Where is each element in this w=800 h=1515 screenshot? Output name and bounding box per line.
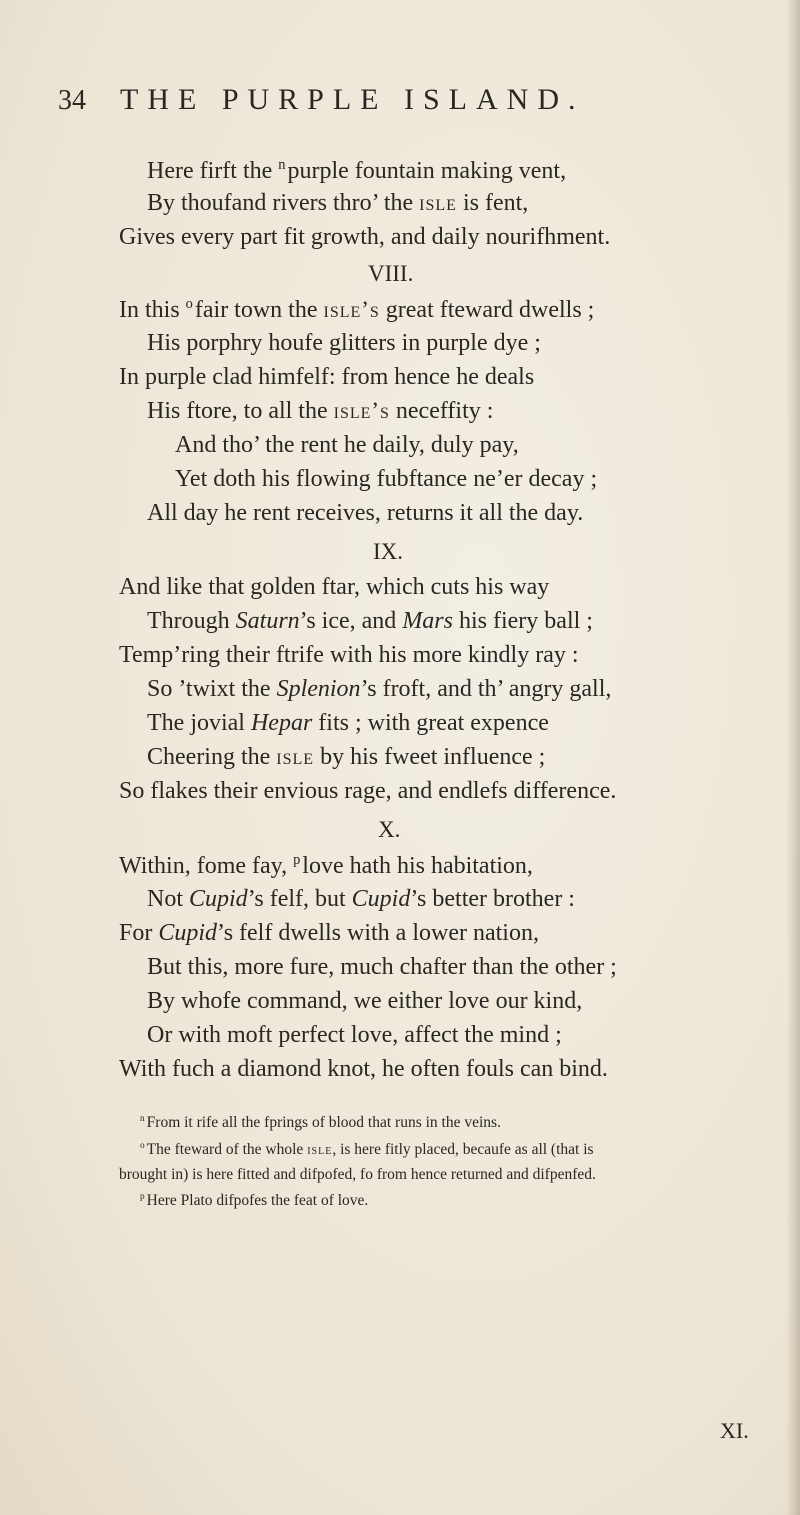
- verse-line: And like that golden ftar, which cuts his way: [119, 574, 550, 600]
- verse-line: In this $^o$fair town the isle’s great fteward dwells ;: [119, 296, 595, 323]
- verse-line: But this, more fure, much chafter than the other ;: [147, 954, 617, 980]
- footnote-o-continued: brought in) is here fitted and difpofed, fo from hence returned and difpenfed.: [119, 1166, 596, 1183]
- verse-line: Gives every part fit growth, and daily nourifhment.: [119, 224, 611, 250]
- verse-line: Cheering the isle by his fweet influence ;: [147, 744, 546, 770]
- stanza-number-ix: IX.: [373, 539, 404, 564]
- verse-line: For Cupid’s felf dwells with a lower nation,: [119, 920, 539, 946]
- page-edge-shadow: [786, 0, 800, 1515]
- note-mark-n: n: [278, 157, 286, 173]
- verse-line: His porphry houfe glitters in purple dye ;: [147, 330, 541, 356]
- verse-line: So flakes their envious rage, and endlefs difference.: [119, 778, 617, 804]
- stanza-number-x: X.: [378, 817, 401, 842]
- note-mark-o: o: [185, 296, 193, 312]
- verse-line: Temp’ring their ftrife with his more kindly ray :: [119, 642, 579, 668]
- verse-line: Not Cupid’s felf, but Cupid’s better brother :: [147, 886, 575, 912]
- verse-line: All day he rent receives, returns it all the day.: [147, 500, 584, 526]
- verse-line: Or with moft perfect love, affect the mind ;: [147, 1022, 562, 1048]
- note-mark-p: p: [293, 852, 301, 868]
- catchword: XI.: [720, 1418, 749, 1443]
- verse-line: And tho’ the rent he daily, duly pay,: [175, 432, 519, 458]
- verse-line: By thoufand rivers thro’ the isle is fent,: [147, 190, 529, 216]
- verse-line: So ’twixt the Splenion’s froft, and th’ angry gall,: [147, 676, 612, 702]
- verse-line: The jovial Hepar fits ; with great expence: [147, 710, 549, 736]
- verse-line: Within, fome fay, $^p$love hath his habitation,: [119, 852, 533, 879]
- footnote-o: $^o$ The fteward of the whole isle, is here fitly placed, becaufe as all (that is: [140, 1141, 594, 1159]
- verse-line: Here firft the $^n$purple fountain making vent,: [147, 157, 567, 184]
- verse-line: By whofe command, we either love our kind,: [147, 988, 583, 1014]
- verse-line: Yet doth his flowing fubftance ne’er decay ;: [175, 466, 598, 492]
- footnote-p: $^p$ Here Plato difpofes the feat of love.: [140, 1192, 369, 1210]
- verse-line: In purple clad himfelf: from hence he deals: [119, 364, 535, 390]
- stanza-number-viii: VIII.: [368, 261, 414, 286]
- verse-line: His ftore, to all the isle’s neceffity :: [147, 398, 494, 424]
- running-title: THE PURPLE ISLAND.: [120, 83, 585, 116]
- verse-line: Through Saturn’s ice, and Mars his fiery ball ;: [147, 608, 593, 634]
- page-header: [58, 85, 758, 125]
- page-number: 34: [58, 85, 86, 116]
- verse-line: With fuch a diamond knot, he often fouls can bind.: [119, 1056, 608, 1082]
- footnote-n: $^n$ From it rife all the fprings of blood that runs in the veins.: [140, 1114, 501, 1132]
